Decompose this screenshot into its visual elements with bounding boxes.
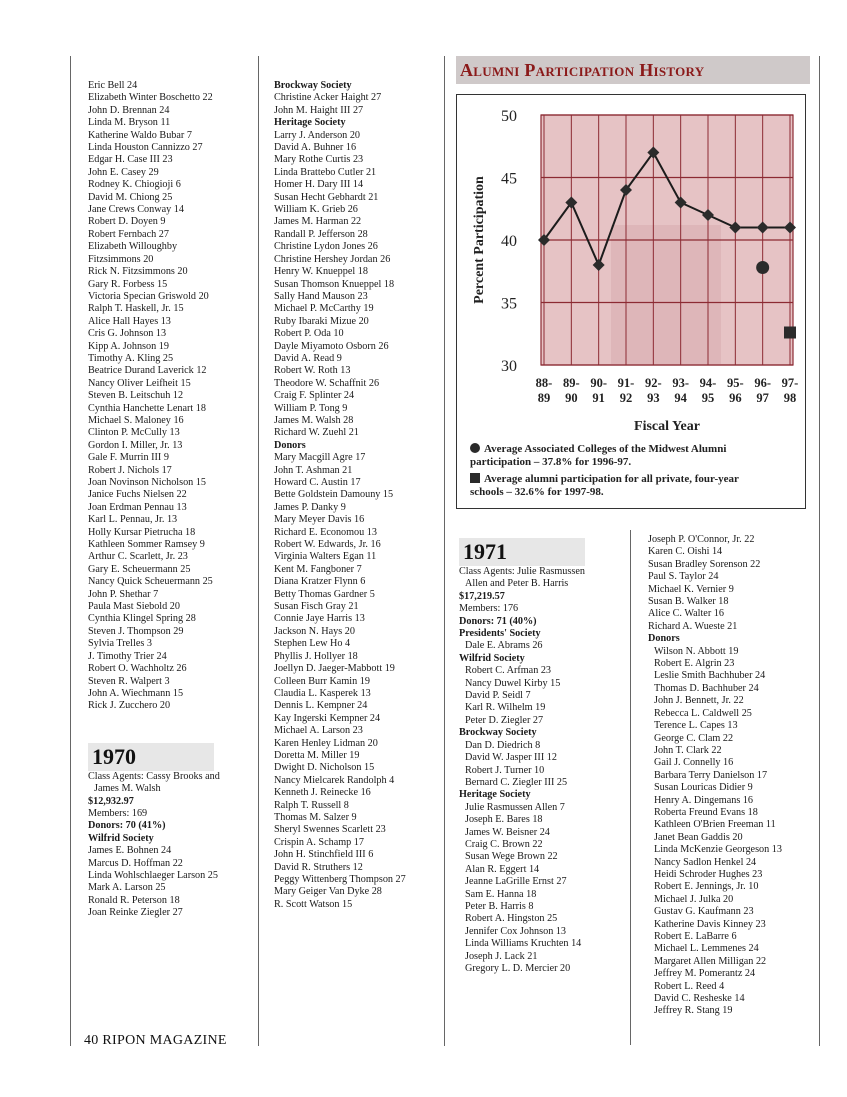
list-item: Richard W. Zuehl 21	[274, 427, 359, 439]
list-item: Joan Novinson Nicholson 15	[88, 477, 207, 488]
list-item: Ralph T. Russell 8	[274, 799, 349, 811]
x-axis-label: Fiscal Year	[634, 419, 700, 434]
list-item: Katherine Waldo Bubar 7	[88, 129, 192, 141]
list-item: Susan Thomson Knueppel 18	[274, 278, 395, 290]
list-item: Joellyn D. Jaeger-Mabbott 19	[274, 663, 395, 675]
list-item: Joseph E. Bares 18	[465, 814, 543, 826]
list-item: Timothy A. Kling 25	[88, 352, 174, 364]
list-item: Phyllis J. Hollyer 18	[274, 650, 358, 662]
section-heading: Heritage Society	[274, 117, 346, 129]
section-heading: Wilfrid Society	[459, 652, 525, 664]
list-item: Nancy Oliver Leifheit 15	[88, 377, 191, 389]
page-number: 40	[84, 1033, 99, 1048]
list-item: Michael L. Lemmenes 24	[654, 943, 759, 955]
column-1	[88, 80, 220, 920]
list-item: Susan Hecht Gebhardt 21	[274, 191, 379, 203]
list-item: Craig F. Splinter 24	[274, 390, 355, 402]
list-item: Ralph T. Haskell, Jr. 15	[88, 303, 184, 315]
list-item: Steven B. Leitschuh 12	[88, 390, 184, 402]
list-item: Nancy Mielcarek Randolph 4	[274, 774, 395, 786]
list-item: Larry J. Anderson 20	[274, 129, 361, 141]
list-item: Howard C. Austin 17	[274, 477, 361, 488]
list-item: Rebecca L. Caldwell 25	[654, 707, 752, 719]
list-item: Jackson N. Hays 20	[274, 625, 355, 637]
list-item: Linda Houston Cannizzo 27	[88, 142, 203, 154]
list-item: Elizabeth Winter Boschetto 22	[88, 92, 213, 104]
list-item: James P. Danky 9	[274, 501, 346, 513]
section-heading: Presidents' Society	[459, 628, 541, 640]
list-item: James M. Harman 22	[274, 216, 362, 228]
background-building	[611, 225, 721, 365]
donors-count: Donors: 70 (41%)	[88, 820, 166, 832]
list-item: Crispin A. Schamp 17	[274, 836, 364, 848]
list-item: Jennifer Cox Johnson 13	[465, 925, 567, 937]
list-item: Robert L. Reed 4	[654, 980, 725, 992]
list-item: Jeanne LaGrille Ernst 27	[465, 876, 567, 888]
list-item: Kathleen Sommer Ramsey 9	[88, 539, 205, 551]
list-item: Nancy Duwel Kirby 15	[465, 677, 561, 689]
private-average-marker	[784, 327, 796, 339]
list-item: Nancy Sadlon Henkel 24	[654, 856, 757, 868]
list-item: Sally Hand Mauson 23	[274, 290, 368, 302]
list-item: Gale F. Murrin III 9	[88, 452, 169, 464]
list-item: Paul S. Taylor 24	[648, 571, 719, 583]
list-item: John T. Clark 22	[654, 744, 722, 756]
list-item: Kay Ingerski Kempner 24	[274, 712, 381, 724]
y-tick-label: 45	[501, 170, 517, 188]
list-item: Dale E. Abrams 26	[465, 640, 543, 652]
section-heading: Donors	[274, 439, 306, 451]
column-3	[459, 538, 585, 975]
list-item: Mary Meyer Davis 16	[274, 514, 365, 526]
section-heading: Donors	[648, 633, 680, 645]
list-item: John H. Stinchfield III 6	[274, 849, 374, 861]
list-item: Susan Wege Brown 22	[465, 851, 558, 863]
list-item: Ronald R. Peterson 18	[88, 894, 180, 906]
section-heading: Brockway Society	[459, 727, 537, 739]
list-item: Margaret Allen Milligan 22	[654, 955, 767, 967]
x-tick-label: 89	[537, 391, 551, 405]
list-item: John A. Wiechmann 15	[88, 687, 184, 699]
list-item: Karen Henley Lidman 20	[274, 737, 378, 749]
x-tick-label: 91	[592, 391, 605, 405]
list-item: Edgar H. Case III 23	[88, 154, 173, 166]
list-item: Paula Mast Siebold 20	[88, 601, 180, 613]
column-divider	[819, 56, 820, 1046]
list-item: Robert E. LaBarre 6	[654, 931, 737, 942]
x-tick-label: 96	[729, 391, 742, 405]
list-item: Janice Fuchs Nielsen 22	[88, 489, 187, 501]
donor-list	[459, 665, 585, 727]
x-tick-label: 93	[647, 391, 660, 405]
list-item: Susan Louricas Didier 9	[654, 782, 753, 794]
list-item: William P. Tong 9	[274, 402, 348, 414]
list-item: Susan Bradley Sorenson 22	[648, 558, 761, 570]
amount: $17,219.57	[459, 590, 505, 602]
y-tick-label: 30	[501, 358, 517, 375]
list-item: Cynthia Hanchette Lenart 18	[88, 402, 206, 414]
list-item: Robert D. Doyen 9	[88, 216, 166, 228]
list-item: Gregory L. D. Mercier 20	[465, 963, 571, 974]
class-agents-cont: James M. Walsh	[94, 783, 161, 795]
list-item: Mary Macgill Agre 17	[274, 452, 366, 464]
list-item: Cris G. Johnson 13	[88, 328, 167, 340]
list-item: Virginia Walters Egan 11	[274, 551, 377, 563]
donor-list	[274, 130, 406, 440]
x-tick-label: 90	[565, 391, 578, 405]
list-item: Richard E. Economou 13	[274, 526, 377, 538]
list-item: Michael J. Julka 20	[654, 893, 734, 905]
list-item: John J. Bennett, Jr. 22	[654, 695, 744, 707]
legend-text: Average Associated Colleges of the Midwest Alumni	[484, 443, 727, 455]
list-item: David W. Jasper III 12	[465, 752, 557, 764]
list-item: Roberta Freund Evans 18	[654, 806, 758, 818]
x-tick-label: 95-	[726, 376, 744, 390]
list-item: Karen C. Oishi 14	[648, 546, 723, 558]
list-item: James M. Walsh 28	[274, 414, 354, 426]
list-item: Elizabeth Willoughby	[88, 241, 178, 253]
list-item: Susan Fisch Gray 21	[274, 601, 359, 613]
list-item: Thomas D. Bachhuber 24	[654, 682, 759, 694]
list-item: Gordon I. Miller, Jr. 13	[88, 439, 183, 451]
list-item: David R. Struthers 12	[274, 861, 363, 873]
magazine-name: RIPON MAGAZINE	[102, 1033, 227, 1048]
year-heading-1970: 1970	[88, 743, 214, 771]
x-tick-label: 88-	[535, 376, 553, 390]
x-tick-label: 93-	[672, 376, 690, 390]
donors-count: Donors: 71 (40%)	[459, 615, 537, 627]
list-item: Claudia L. Kasperek 13	[274, 687, 371, 699]
list-item: Mark A. Larson 25	[88, 882, 166, 894]
list-item: George C. Clam 22	[654, 732, 734, 744]
list-item: Victoria Specian Griswold 20	[88, 290, 209, 302]
x-tick-label: 96-	[754, 376, 772, 390]
list-item: Christine Lydon Jones 26	[274, 241, 378, 253]
list-item: Ruby Ibaraki Mizue 20	[274, 315, 369, 327]
list-item: Janet Bean Gaddis 20	[654, 831, 743, 843]
donor-list	[88, 845, 220, 919]
list-item: Rick J. Zucchero 20	[88, 700, 171, 712]
x-tick-label: 91-	[617, 376, 635, 390]
list-item: Dennis L. Kempner 24	[274, 700, 368, 712]
list-item: Eric Bell 24	[88, 80, 138, 91]
legend-text: schools – 32.6% for 1997-98.	[470, 486, 604, 498]
list-item: Alice C. Walter 16	[648, 608, 724, 620]
square-marker-icon	[470, 473, 480, 483]
list-item: Jeffrey M. Pomerantz 24	[654, 968, 756, 980]
legend-item-private	[470, 473, 800, 499]
list-item: Terence L. Capes 13	[654, 720, 738, 732]
list-item: Bette Goldstein Damouny 15	[274, 489, 394, 501]
x-tick-label: 89-	[562, 376, 580, 390]
donor-list	[459, 802, 585, 976]
list-item: Kenneth J. Reinecke 16	[274, 787, 371, 799]
column-divider	[70, 56, 71, 1046]
y-tick-label: 40	[501, 233, 517, 250]
list-item: Randall P. Jefferson 28	[274, 228, 368, 240]
x-tick-label: 92-	[644, 376, 662, 390]
donor-list	[459, 740, 585, 790]
list-item: Wilson N. Abbott 19	[654, 645, 739, 657]
list-item: Peter B. Harris 8	[465, 900, 534, 912]
class-agents-cont: Allen and Peter B. Harris	[465, 578, 569, 590]
section-heading: Brockway Society	[274, 80, 352, 91]
list-item: John T. Ashman 21	[274, 464, 353, 476]
x-tick-label: 97-	[781, 376, 799, 390]
list-item: Kent M. Fangboner 7	[274, 563, 362, 575]
x-tick-label: 98	[783, 391, 797, 405]
list-item: Linda Brattebo Cutler 21	[274, 166, 377, 178]
list-item: Thomas M. Salzer 9	[274, 811, 357, 823]
list-item: Robert Fernbach 27	[88, 228, 169, 240]
list-item: Jeffrey R. Stang 19	[654, 1005, 733, 1017]
list-item: Richard A. Wueste 21	[648, 620, 738, 632]
list-item: Robert E. Jennings, Jr. 10	[654, 881, 759, 893]
list-item: Craig C. Brown 22	[465, 838, 543, 850]
column-2	[274, 80, 406, 911]
section-heading: Heritage Society	[459, 789, 531, 801]
list-item: Linda Williams Kruchten 14	[465, 938, 582, 950]
list-item: David A. Buhner 16	[274, 142, 357, 154]
column-divider	[630, 530, 631, 1045]
list-item: Julie Rasmussen Allen 7	[465, 801, 565, 813]
y-tick-label: 35	[501, 295, 517, 313]
y-tick-label: 50	[501, 108, 517, 125]
list-item: David M. Chiong 25	[88, 191, 173, 203]
list-item: Robert W. Roth 13	[274, 365, 351, 377]
donor-list	[274, 452, 406, 911]
list-item: Kipp A. Johnson 19	[88, 340, 169, 352]
list-item: Gustav G. Kaufmann 23	[654, 906, 754, 918]
x-tick-label: 97	[756, 391, 769, 405]
list-item: Holly Kursar Pietrucha 18	[88, 526, 196, 538]
list-item: Karl L. Pennau, Jr. 13	[88, 514, 178, 526]
list-item: Katherine Davis Kinney 23	[654, 918, 766, 930]
list-item: Susan B. Walker 18	[648, 596, 729, 608]
x-tick-label: 94	[674, 391, 687, 405]
list-item: Joan Erdman Pennau 13	[88, 501, 187, 513]
list-item: David C. Resheske 14	[654, 993, 745, 1005]
list-item: Robert W. Edwards, Jr. 16	[274, 539, 381, 551]
x-tick-label: 92	[619, 391, 633, 405]
list-item: Robert O. Wachholtz 26	[88, 663, 187, 675]
list-item: Michael K. Vernier 9	[648, 583, 734, 595]
list-item: Henry W. Knueppel 18	[274, 266, 368, 278]
list-item: Theodore W. Schaffnit 26	[274, 377, 380, 389]
list-item: Barbara Terry Danielson 17	[654, 769, 768, 781]
list-item: Dan D. Diedrich 8	[465, 739, 541, 751]
list-item: Sheryl Swennes Scarlett 23	[274, 824, 386, 836]
list-item: Bernard C. Ziegler III 25	[465, 776, 568, 788]
list-item: Linda Wohlschlaeger Larson 25	[88, 869, 218, 881]
legend-item-acm	[470, 443, 800, 469]
list-item: Mary Rothe Curtis 23	[274, 154, 364, 166]
list-item: Rodney K. Chiogioji 6	[88, 179, 181, 191]
list-item: Stephen Lew Ho 4	[274, 638, 351, 650]
section-heading: Wilfrid Society	[88, 832, 154, 844]
list-item: Sam E. Hanna 18	[465, 888, 537, 900]
list-item: Karl R. Wilhelm 19	[465, 702, 546, 714]
list-item: John E. Casey 29	[88, 166, 159, 178]
list-item: Nancy Quick Scheuermann 25	[88, 576, 213, 588]
list-item: Michael A. Larson 23	[274, 725, 363, 737]
donor-list	[459, 640, 585, 652]
list-item: Robert J. Turner 10	[465, 764, 545, 776]
donor-list	[88, 80, 220, 713]
class-agents: Class Agents: Cassy Brooks and	[88, 770, 220, 782]
page-footer	[84, 1033, 227, 1049]
year-heading-1971: 1971	[459, 538, 585, 566]
list-item: Robert E. Algrin 23	[654, 658, 735, 670]
list-item: Robert A. Hingston 25	[465, 913, 558, 925]
list-item: David A. Read 9	[274, 352, 342, 364]
list-item: Linda McKenzie Georgeson 13	[654, 844, 782, 856]
list-item: Rick N. Fitzsimmons 20	[88, 266, 188, 278]
list-item: Gary E. Scheuermann 25	[88, 563, 191, 575]
list-item: Alan R. Eggert 14	[465, 863, 540, 875]
list-item: William K. Grieb 26	[274, 204, 358, 216]
donor-list	[648, 646, 782, 1018]
column-divider	[444, 56, 445, 1046]
class-agents: Class Agents: Julie Rasmussen	[459, 566, 585, 577]
list-item: Peter D. Ziegler 27	[465, 714, 544, 726]
list-item: John M. Haight III 27	[274, 104, 364, 116]
list-item: Christine Hershey Jordan 26	[274, 253, 391, 265]
list-item: Fitzsimmons 20	[88, 253, 154, 265]
list-item: Mary Geiger Van Dyke 28	[274, 886, 382, 898]
circle-marker-icon	[470, 443, 480, 453]
list-item: James W. Beisner 24	[465, 826, 550, 838]
list-item: John P. Shethar 7	[88, 588, 159, 600]
legend-text: Average alumni participation for all private, four-year	[484, 473, 739, 485]
list-item: Gail J. Connelly 16	[654, 757, 734, 769]
list-item: Arthur C. Scarlett, Jr. 23	[88, 551, 188, 563]
list-item: Henry A. Dingemans 16	[654, 794, 754, 806]
list-item: Cynthia Klingel Spring 28	[88, 613, 196, 625]
acm-average-marker	[756, 261, 769, 274]
x-tick-label: 90-	[590, 376, 608, 390]
list-item: Robert J. Nichols 17	[88, 464, 172, 476]
list-item: John D. Brennan 24	[88, 104, 170, 116]
legend-text: participation – 37.8% for 1996-97.	[470, 456, 632, 468]
list-item: J. Timothy Trier 24	[88, 650, 167, 662]
list-item: Linda M. Bryson 11	[88, 117, 171, 129]
list-item: Clinton P. McCully 13	[88, 427, 180, 439]
list-item: Betty Thomas Gardner 5	[274, 588, 375, 600]
list-item: Heidi Schroder Hughes 23	[654, 868, 763, 880]
list-item: Colleen Burr Kamin 19	[274, 675, 370, 687]
list-item: Steven R. Walpert 3	[88, 675, 170, 687]
list-item: Joseph J. Lack 21	[465, 950, 538, 962]
list-item: Jane Crews Conway 14	[88, 204, 184, 216]
list-item: Dwight D. Nicholson 15	[274, 762, 375, 774]
list-item: R. Scott Watson 15	[274, 898, 353, 910]
list-item: Peggy Wittenberg Thompson 27	[274, 874, 406, 885]
list-item: James E. Bohnen 24	[88, 845, 172, 857]
chart-title: Alumni Participation History	[456, 56, 810, 84]
list-item: Marcus D. Hoffman 22	[88, 857, 183, 869]
donor-list	[648, 534, 782, 633]
list-item: Steven J. Thompson 29	[88, 625, 184, 637]
list-item: Beatrice Durand Laverick 12	[88, 365, 207, 377]
list-item: Homer H. Dary III 14	[274, 179, 364, 191]
members: Members: 169	[88, 807, 148, 819]
list-item: David P. Seidl 7	[465, 690, 531, 702]
list-item: Diana Kratzer Flynn 6	[274, 576, 366, 588]
list-item: Alice Hall Hayes 13	[88, 315, 171, 327]
list-item: Connie Jaye Harris 13	[274, 613, 365, 625]
list-item: Joan Reinke Ziegler 27	[88, 907, 183, 919]
list-item: Sylvia Trelles 3	[88, 638, 152, 650]
list-item: Michael S. Maloney 16	[88, 414, 184, 426]
column-divider	[258, 56, 259, 1046]
y-axis-label: Percent Participation	[472, 176, 487, 304]
x-tick-label: 95	[701, 391, 715, 405]
list-item: Joseph P. O'Connor, Jr. 22	[648, 534, 755, 545]
list-item: Christine Acker Haight 27	[274, 92, 382, 104]
list-item: Leslie Smith Bachhuber 24	[654, 670, 766, 682]
list-item: Kathleen O'Brien Freeman 11	[654, 819, 776, 831]
members: Members: 176	[459, 603, 519, 615]
list-item: Gary R. Forbess 15	[88, 278, 168, 290]
x-tick-label: 94-	[699, 376, 717, 390]
column-4	[648, 534, 782, 1018]
amount: $12,932.97	[88, 795, 134, 807]
list-item: Michael P. McCarthy 19	[274, 303, 374, 315]
list-item: Dayle Miyamoto Osborn 26	[274, 340, 389, 352]
list-item: Robert P. Oda 10	[274, 328, 344, 340]
donor-list	[274, 92, 406, 117]
list-item: Robert C. Arfman 23	[465, 665, 552, 677]
list-item: Doretta M. Miller 19	[274, 749, 360, 761]
